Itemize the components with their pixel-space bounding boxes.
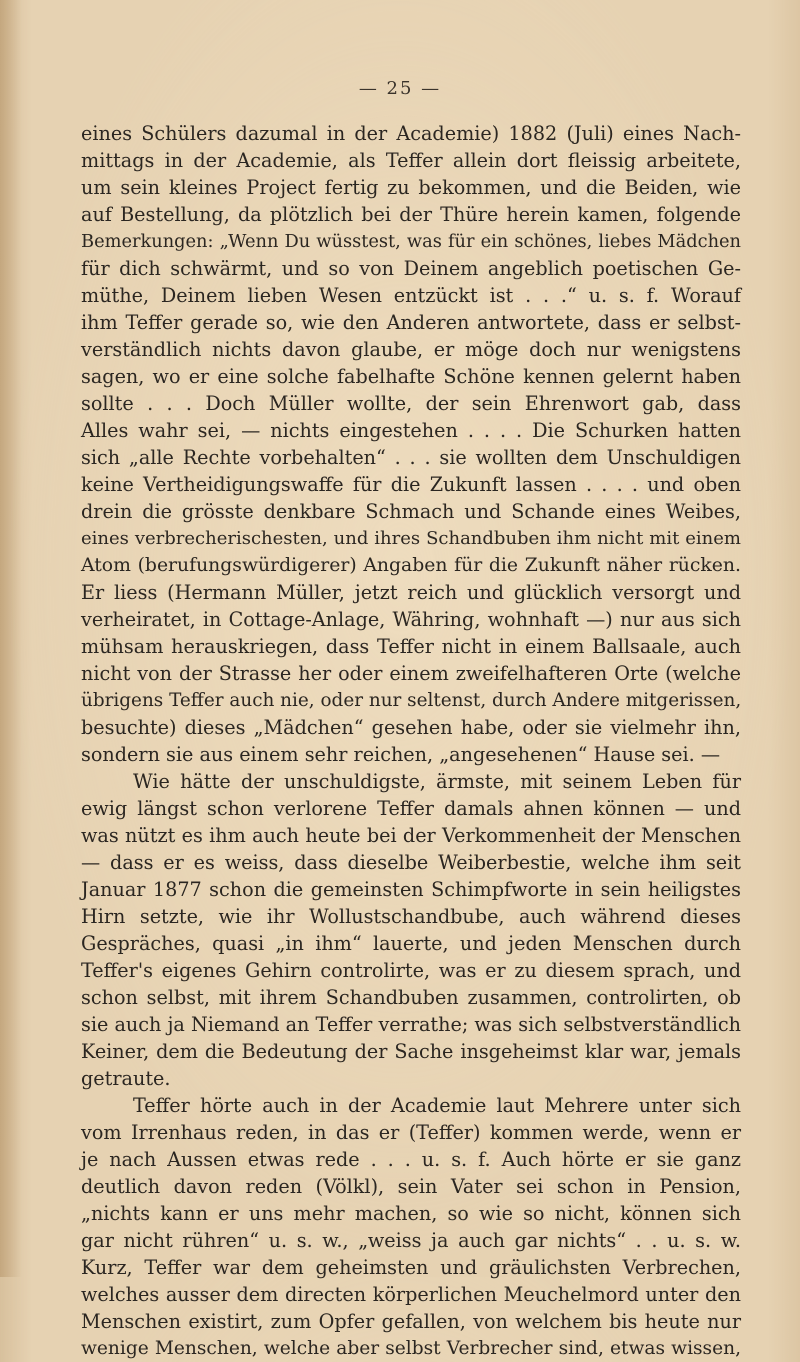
text-line: Hirn setzte, wie ihr Wollustschandbube, auch während dieses [81,905,741,928]
text-line: müthe, Deinem lieben Wesen entzückt ist . . .“ u. s. f. Worauf [81,284,741,307]
text-line: besuchte) dieses „Mädchen“ gesehen habe, oder sie vielmehr ihn, [81,716,741,739]
text-line: drein die grösste denkbare Schmach und Schande eines Weibes, [81,500,741,523]
text-line: für dich schwärmt, und so von Deinem angeblich poetischen Ge- [81,257,741,280]
text-line: eines Schülers dazumal in der Academie) 1882 (Juli) eines Nach- [81,122,741,145]
text-line: Keiner, dem die Bedeutung der Sache insgeheimst klar war, jemals [81,1040,741,1063]
text-line: schon selbst, mit ihrem Schandbuben zusammen, controlirten, ob [81,986,741,1009]
text-line: keine Vertheidigungswaffe für die Zukunft lassen . . . . und oben [81,473,741,496]
text-line: Wie hätte der unschuldigste, ärmste, mit seinem Leben für [133,770,741,793]
text-line: Menschen existirt, zum Opfer gefallen, von welchem bis heute nur [81,1310,741,1333]
text-line: Alles wahr sei, — nichts eingestehen . . . . Die Schurken hatten [81,419,741,442]
text-line: Teffer's eigenes Gehirn controlirte, was er zu diesem sprach, und [81,959,741,982]
text-line: verständlich nichts davon glaube, er möge doch nur wenigstens [81,338,741,361]
text-line: Gespräches, quasi „in ihm“ lauerte, und jeden Menschen durch [81,932,741,955]
text-line: deutlich davon reden (Völkl), sein Vater sei schon in Pension, [81,1175,741,1198]
text-line: Bemerkungen: „Wenn Du wüsstest, was für ein schönes, liebes Mädchen [81,231,741,252]
text-line: Kurz, Teffer war dem geheimsten und gräulichsten Verbrechen, [81,1256,741,1279]
text-line: gar nicht rühren“ u. s. w., „weiss ja auch gar nichts“ . . u. s. w. [81,1229,741,1252]
text-line: sondern sie aus einem sehr reichen, „angesehenen“ Hause sei. — [81,743,721,766]
text-line: nicht von der Strasse her oder einem zweifelhafteren Orte (welche [81,662,741,685]
page-edge-shadow [0,0,22,1277]
text-line: Atom (berufungswürdigerer) Angaben für die Zukunft näher rücken. [81,555,741,576]
text-line: mühsam herauskriegen, dass Teffer nicht in einem Ballsaale, auch [81,635,741,658]
text-line: „nichts kann er uns mehr machen, so wie so nicht, können sich [81,1202,741,1225]
text-line: verheiratet, in Cottage-Anlage, Währing, wohnhaft —) nur aus sich [81,608,741,631]
text-line: ihm Teffer gerade so, wie den Anderen antwortete, dass er selbst- [81,311,741,334]
text-line: eines verbrecherischesten, und ihres Schandbuben ihm nicht mit einem [81,528,741,549]
text-line: ewig längst schon verlorene Teffer damals ahnen können — und [81,797,741,820]
text-line: vom Irrenhaus reden, in das er (Teffer) kommen werde, wenn er [81,1121,741,1144]
text-line: übrigens Teffer auch nie, oder nur seltenst, durch Andere mitgerissen, [81,690,742,711]
text-line: welches ausser dem directen körperlichen Meuchelmord unter den [81,1283,741,1306]
text-line: Er liess (Hermann Müller, jetzt reich und glücklich versorgt und [81,581,741,604]
text-line: auf Bestellung, da plötzlich bei der Thüre herein kamen, folgende [81,203,741,226]
text-line: Teffer hörte auch in der Academie laut Mehrere unter sich [133,1094,741,1117]
text-line: was nützt es ihm auch heute bei der Verkommenheit der Menschen [81,824,741,847]
text-line: je nach Aussen etwas rede . . . u. s. f. Auch hörte er sie ganz [81,1148,741,1171]
text-line: wenige Menschen, welche aber selbst Verbrecher sind, etwas wissen, [81,1338,741,1359]
text-line: getraute. [81,1067,171,1090]
text-line: — dass er es weiss, dass dieselbe Weiberbestie, welche ihm seit [81,851,741,874]
page-number: — 25 — [358,78,442,99]
text-line: sich „alle Rechte vorbehalten“ . . . sie wollten dem Unschuldigen [81,446,741,469]
text-line: sagen, wo er eine solche fabelhafte Schöne kennen gelernt haben [81,365,741,388]
text-line: mittags in der Academie, als Teffer allein dort fleissig arbeitete, [81,149,741,172]
text-line: sie auch ja Niemand an Teffer verrathe; was sich selbstverständlich [81,1013,741,1036]
text-line: Januar 1877 schon die gemeinsten Schimpfworte in sein heiligstes [81,878,741,901]
text-line: um sein kleines Project fertig zu bekommen, und die Beiden, wie [81,176,741,199]
text-line: sollte . . . Doch Müller wollte, der sein Ehrenwort gab, dass [81,392,741,415]
body-text [81,120,741,1362]
